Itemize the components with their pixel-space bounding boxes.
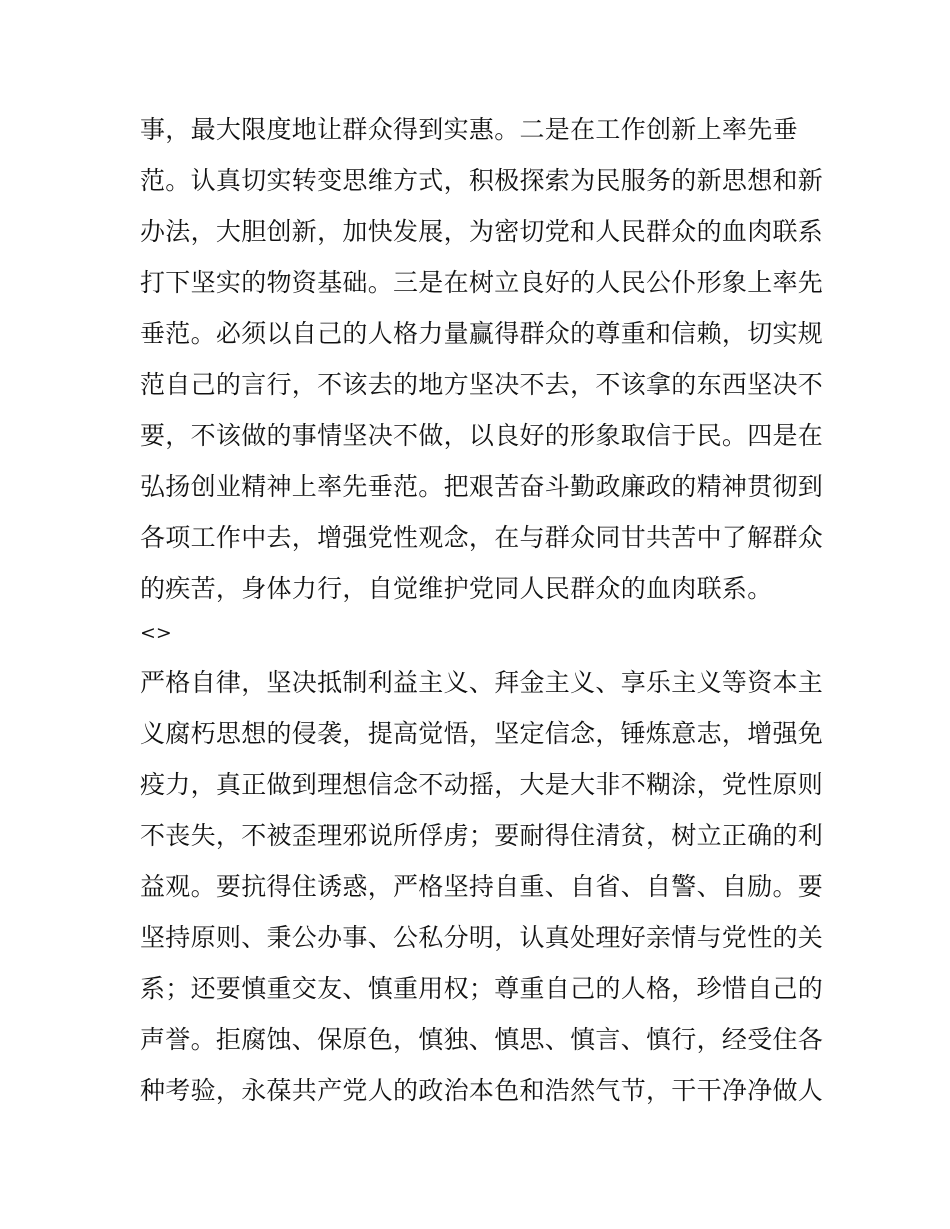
- paragraph1-line-4: 打下坚实的物资基础。三是在树立良好的人民公仆形象上率先: [140, 268, 824, 297]
- paragraph2-line-4: 不丧失，不被歪理邪说所俘虏；要耐得住清贫，树立正确的利: [140, 821, 824, 850]
- paragraph1-line-3: 办法，大胆创新，加快发展，为密切党和人民群众的血肉联系: [140, 217, 824, 246]
- paragraph2-line-7: 系；还要慎重交友、慎重用权；尊重自己的人格，珍惜自己的: [140, 974, 824, 1003]
- paragraph2-line-2: 义腐朽思想的侵袭，提高觉悟，坚定信念，锤炼意志，增强免: [140, 719, 824, 748]
- paragraph1-line-1: 事，最大限度地让群众得到实惠。二是在工作创新上率先垂: [140, 115, 798, 144]
- paragraph2-line-9: 种考验，永葆共产党人的政治本色和浩然气节，干干净净做人: [140, 1076, 824, 1105]
- paragraph2-line-1: 严格自律，坚决抵制利益主义、拜金主义、享乐主义等资本主: [140, 668, 824, 697]
- paragraph2-line-3: 疫力，真正做到理想信念不动摇，大是大非不糊涂，党性原则: [140, 770, 824, 799]
- paragraph1-line-9: 各项工作中去，增强党性观念，在与群众同甘共苦中了解群众: [140, 523, 824, 552]
- paragraph2-line-8: 声誉。拒腐蚀、保原色，慎独、慎思、慎言、慎行，经受住各: [140, 1025, 824, 1054]
- paragraph1-line-7: 要，不该做的事情坚决不做，以良好的形象取信于民。四是在: [140, 421, 824, 450]
- paragraph1-line-6: 范自己的言行，不该去的地方坚决不去，不该拿的东西坚决不: [140, 370, 824, 399]
- paragraph1-line-8: 弘扬创业精神上率先垂范。把艰苦奋斗勤政廉政的精神贯彻到: [140, 472, 824, 501]
- paragraph1-line-5: 垂范。必须以自己的人格力量赢得群众的尊重和信赖，切实规: [140, 319, 824, 348]
- paragraph1-line-10: 的疾苦，身体力行，自觉维护党同人民群众的血肉联系。: [140, 574, 773, 603]
- section-marker: <>: [140, 622, 172, 644]
- paragraph2-line-5: 益观。要抗得住诱惑，严格坚持自重、自省、自警、自励。要: [140, 872, 824, 901]
- paragraph2-line-6: 坚持原则、秉公办事、公私分明，认真处理好亲情与党性的关: [140, 923, 824, 952]
- paragraph1-line-2: 范。认真切实转变思维方式，积极探索为民服务的新思想和新: [140, 166, 824, 195]
